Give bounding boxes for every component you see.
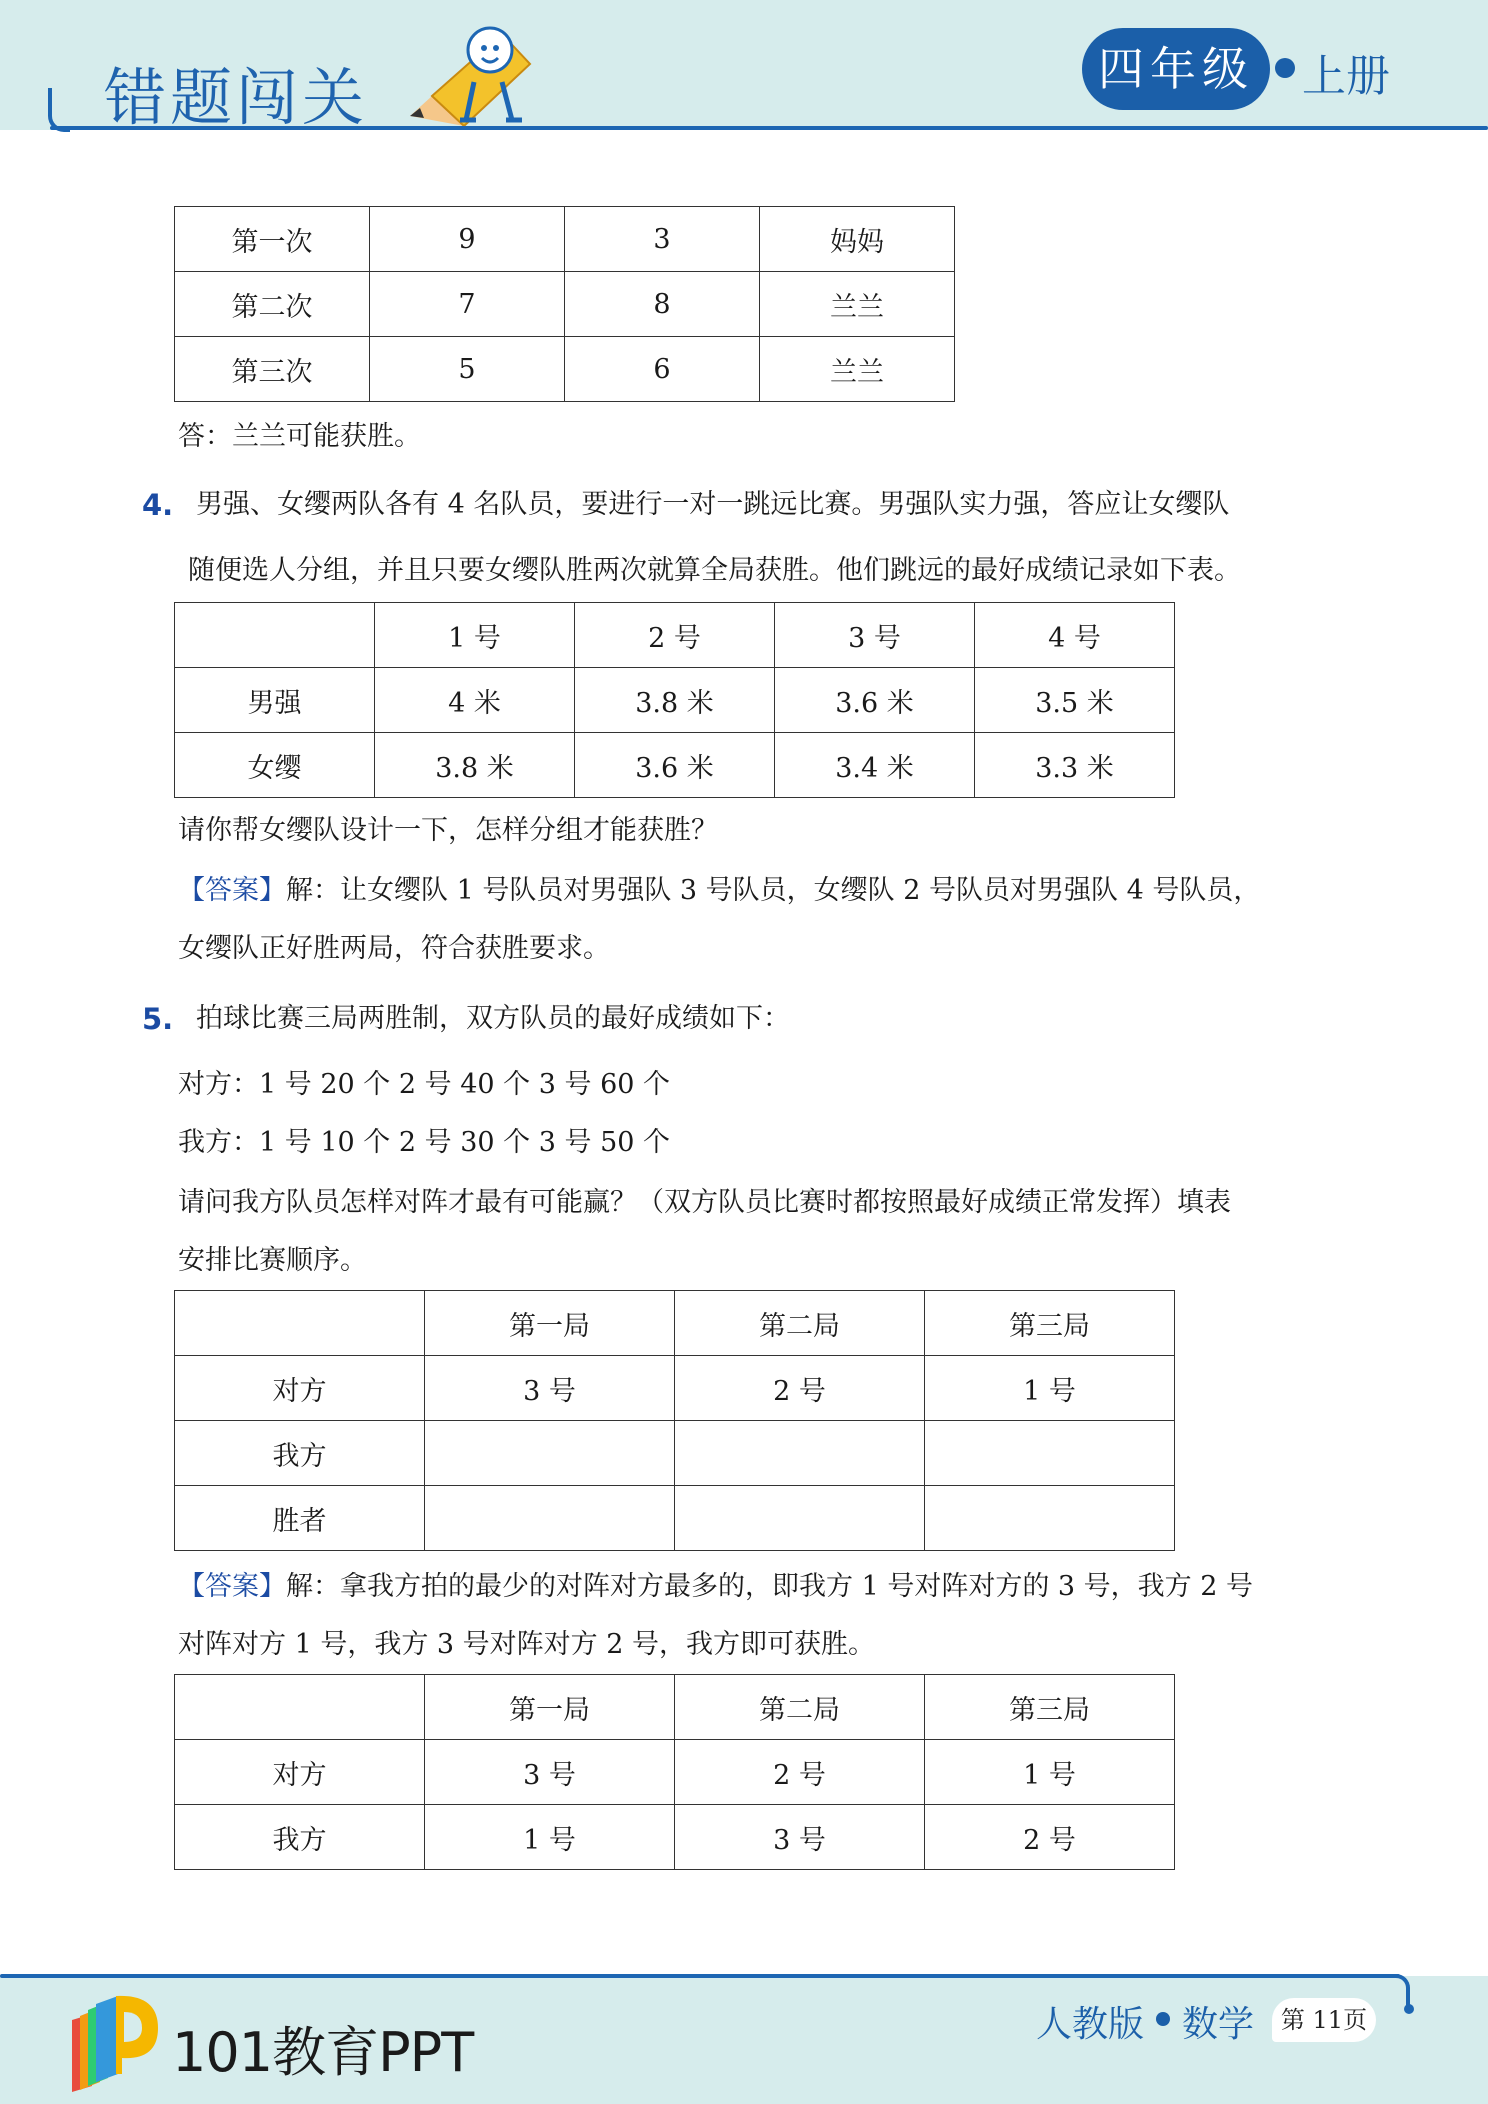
table-header-row (175, 603, 1175, 668)
table-header-cell: 第三局 (925, 1675, 1175, 1740)
table-cell: 2 号 (925, 1805, 1175, 1870)
table-cell: 1 号 (925, 1356, 1175, 1421)
match-order-table (174, 1290, 1175, 1551)
jump-score-table (174, 602, 1175, 798)
table-cell: 3.3 米 (975, 733, 1175, 798)
question-text: 随便选人分组，并且只要女缨队胜两次就算全局获胜。他们跳远的最好成绩记录如下表。 (188, 555, 1241, 586)
table-row (175, 1740, 1175, 1805)
table-row (175, 337, 955, 402)
table-cell: 6 (565, 337, 760, 402)
table-cell: 5 (370, 337, 565, 402)
answer-tag: 【答案】 (178, 875, 286, 906)
table-cell (925, 1421, 1175, 1486)
table-cell: 3 号 (675, 1805, 925, 1870)
grade-dot (1275, 58, 1295, 78)
table-cell: 3 号 (425, 1356, 675, 1421)
answer-text: 解：拿我方拍的最少的对阵对方最多的，即我方 1 号对阵对方的 3 号，我方 2 号 (286, 1571, 1254, 1602)
footer-hook-decoration (1390, 1974, 1410, 2008)
table-cell: 第三次 (175, 337, 370, 402)
table-header-cell: 第一局 (425, 1675, 675, 1740)
table-header-cell: 3 号 (775, 603, 975, 668)
table-cell (425, 1421, 675, 1486)
question-number: 4. (142, 488, 174, 522)
table-header-cell: 第二局 (675, 1291, 925, 1356)
answer-text: 解：让女缨队 1 号队员对男强队 3 号队员，女缨队 2 号队员对男强队 4 号队员， (286, 875, 1261, 906)
table-cell: 3.8 米 (375, 733, 575, 798)
table-cell: 女缨 (175, 733, 375, 798)
edition-dot (1156, 2012, 1170, 2026)
previous-answer: 答：兰兰可能获胜。 (178, 421, 421, 452)
question-prompt: 请你帮女缨队设计一下，怎样分组才能获胜？ (178, 815, 718, 846)
table-cell: 3.6 米 (775, 668, 975, 733)
table-cell: 2 号 (675, 1740, 925, 1805)
table-header-cell: 第二局 (675, 1675, 925, 1740)
table-cell (175, 603, 375, 668)
table-row (175, 272, 955, 337)
table-header-cell: 2 号 (575, 603, 775, 668)
table-cell: 我方 (175, 1805, 425, 1870)
page-number: 第 11页 (1272, 1998, 1376, 2042)
header-title: 错题闯关 (104, 61, 369, 134)
table-cell: 3.6 米 (575, 733, 775, 798)
table-header-cell: 4 号 (975, 603, 1175, 668)
table-cell: 3.4 米 (775, 733, 975, 798)
table-cell (175, 1291, 425, 1356)
table-cell (925, 1486, 1175, 1551)
table-header-cell: 1 号 (375, 603, 575, 668)
table-header-cell: 第三局 (925, 1291, 1175, 1356)
table-cell (675, 1421, 925, 1486)
table-cell: 对方 (175, 1356, 425, 1421)
answer-text: 对阵对方 1 号，我方 3 号对阵对方 2 号，我方即可获胜。 (178, 1629, 876, 1660)
table-header-row (175, 1675, 1175, 1740)
table-row (175, 1486, 1175, 1551)
table-cell: 2 号 (675, 1356, 925, 1421)
table-cell (175, 1675, 425, 1740)
answer-text: 女缨队正好胜两局，符合获胜要求。 (178, 933, 610, 964)
table-cell: 8 (565, 272, 760, 337)
header-hook-decoration (48, 88, 70, 132)
question-text: 男强、女缨两队各有 4 名队员，要进行一对一跳远比赛。男强队实力强，答应让女缨队 (196, 489, 1230, 520)
footer-rule (0, 1974, 1400, 1978)
edition-label: 人教版 (1036, 2004, 1145, 2045)
volume-label: 上册 (1302, 51, 1390, 102)
table-row (175, 1421, 1175, 1486)
table-row (175, 1356, 1175, 1421)
question-number: 5. (142, 1002, 174, 1036)
table-cell: 男强 (175, 668, 375, 733)
answer-tag: 【答案】 (178, 1571, 286, 1602)
table-cell: 我方 (175, 1421, 425, 1486)
table-cell: 3 号 (425, 1740, 675, 1805)
previous-table (174, 206, 955, 402)
question-prompt: 安排比赛顺序。 (178, 1245, 367, 1276)
table-row (175, 207, 955, 272)
table-cell (425, 1486, 675, 1551)
answer-order-table (174, 1674, 1175, 1870)
table-cell: 胜者 (175, 1486, 425, 1551)
grade-badge: 四年级 (1082, 28, 1270, 110)
question-text: 拍球比赛三局两胜制，双方队员的最好成绩如下： (196, 1003, 790, 1034)
footer-dot (1404, 2004, 1414, 2014)
table-row (175, 1805, 1175, 1870)
table-header-cell: 第一局 (425, 1291, 675, 1356)
table-cell: 第二次 (175, 272, 370, 337)
pencil-mascot-icon (402, 12, 552, 126)
opponent-scores: 对方：1 号 20 个 2 号 40 个 3 号 60 个 (178, 1069, 671, 1100)
table-cell: 第一次 (175, 207, 370, 272)
table-cell: 7 (370, 272, 565, 337)
table-cell: 对方 (175, 1740, 425, 1805)
subject-label: 数学 (1182, 2004, 1255, 2045)
table-cell: 兰兰 (760, 272, 955, 337)
table-cell: 1 号 (925, 1740, 1175, 1805)
our-scores: 我方：1 号 10 个 2 号 30 个 3 号 50 个 (178, 1127, 671, 1158)
table-header-row (175, 1291, 1175, 1356)
answer-line (178, 874, 1260, 908)
table-cell: 3.5 米 (975, 668, 1175, 733)
table-cell: 9 (370, 207, 565, 272)
logo-icon (66, 1990, 166, 2096)
table-cell: 兰兰 (760, 337, 955, 402)
answer-line (178, 1570, 1253, 1604)
table-cell: 4 米 (375, 668, 575, 733)
table-cell: 妈妈 (760, 207, 955, 272)
table-row (175, 733, 1175, 798)
table-row (175, 668, 1175, 733)
logo-text: 101教育PPT (172, 2021, 474, 2084)
table-cell (675, 1486, 925, 1551)
table-cell: 1 号 (425, 1805, 675, 1870)
table-cell: 3.8 米 (575, 668, 775, 733)
table-cell: 3 (565, 207, 760, 272)
question-prompt: 请问我方队员怎样对阵才最有可能赢？（双方队员比赛时都按照最好成绩正常发挥）填表 (178, 1187, 1231, 1218)
